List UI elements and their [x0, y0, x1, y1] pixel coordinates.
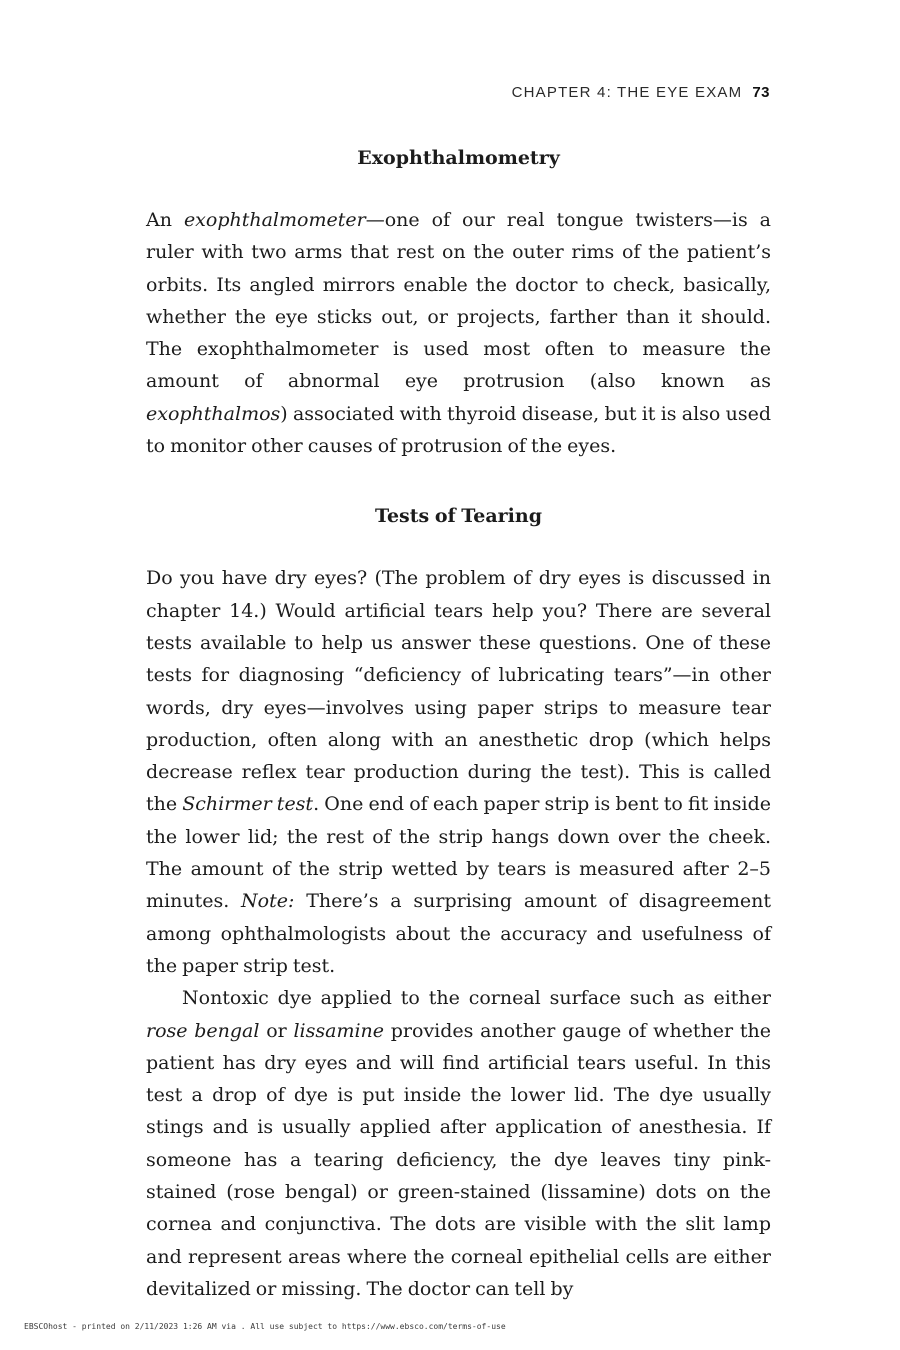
term-exophthalmometer: exophthalmometer: [183, 209, 366, 231]
chapter-title: CHAPTER 4: THE EYE EXAM: [511, 84, 743, 101]
term-lissamine: lissamine: [293, 1019, 385, 1042]
paragraph-exophthalmometry: An exophthalmometer—one of our real tongue twisters—is a ruler with two arms that rest on the outer rims of the patient’s orbits. Its angled mirrors enable the doctor to check, basically, whether the eye sticks out, or projects, farther than it should. The exophthalmometer is used most often to measure the amount of abnormal eye protrusion (also known as exophthalmos) associated with thyroid disease, but it is also used to monitor other causes of protrusion of the eyes.: [146, 209, 771, 458]
term-rose-bengal: rose bengal: [146, 1019, 260, 1042]
section-heading-tests-of-tearing: Tests of Tearing: [375, 505, 542, 528]
running-head: [512, 84, 770, 101]
note-label: Note:: [241, 890, 295, 913]
section-heading-exophthalmometry: Exophthalmometry: [357, 147, 560, 169]
term-schirmer-test: Schirmer test: [182, 793, 314, 816]
term-exophthalmos: exophthalmos: [146, 402, 281, 425]
print-footer: EBSCOhost - printed on 2/11/2023 1:26 AM via . All use subject to https://www.ebsco.com/terms-of-use: [24, 1322, 506, 1331]
paragraph-schirmer-test: Do you have dry eyes? (The problem of dry eyes is discussed in chapter 14.) Would artificial tears help you? There are several tests available to help us answer these questions. One of these tests for diagnosing “deficiency of lubricating tears”—in other words, dry eyes—involves using paper strips to measure tear production, often along with an anesthetic drop (which helps decrease reflex tear production during the test). This is called the Schirmer test. One end of each paper strip is bent to fit inside the lower lid; the rest of the strip hangs down over the cheek. The amount of the strip wetted by tears is measured after 2–5 minutes. Note: There’s a surprising amount of disagreement among ophthalmologists about the accuracy and usefulness of the paper strip test.: [146, 567, 772, 977]
page-number: 73: [752, 84, 770, 101]
paragraph-dye-test: Nontoxic dye applied to the corneal surface such as either rose bengal or lissamine provides another gauge of whether the patient has dry eyes and will find artificial tears useful. In this test a drop of dye is put inside the lower lid. The dye usually stings and is usually applied after application of anesthesia. If someone has a tearing deficiency, the dye leaves tiny pink-stained (rose bengal) or green-stained (lissamine) dots on the cornea and conjunctiva. The dots are visible with the slit lamp and represent areas where the corneal epithelial cells are either devitalized or missing. The doctor can tell by: [146, 987, 771, 1300]
page-body: [146, 142, 771, 1305]
